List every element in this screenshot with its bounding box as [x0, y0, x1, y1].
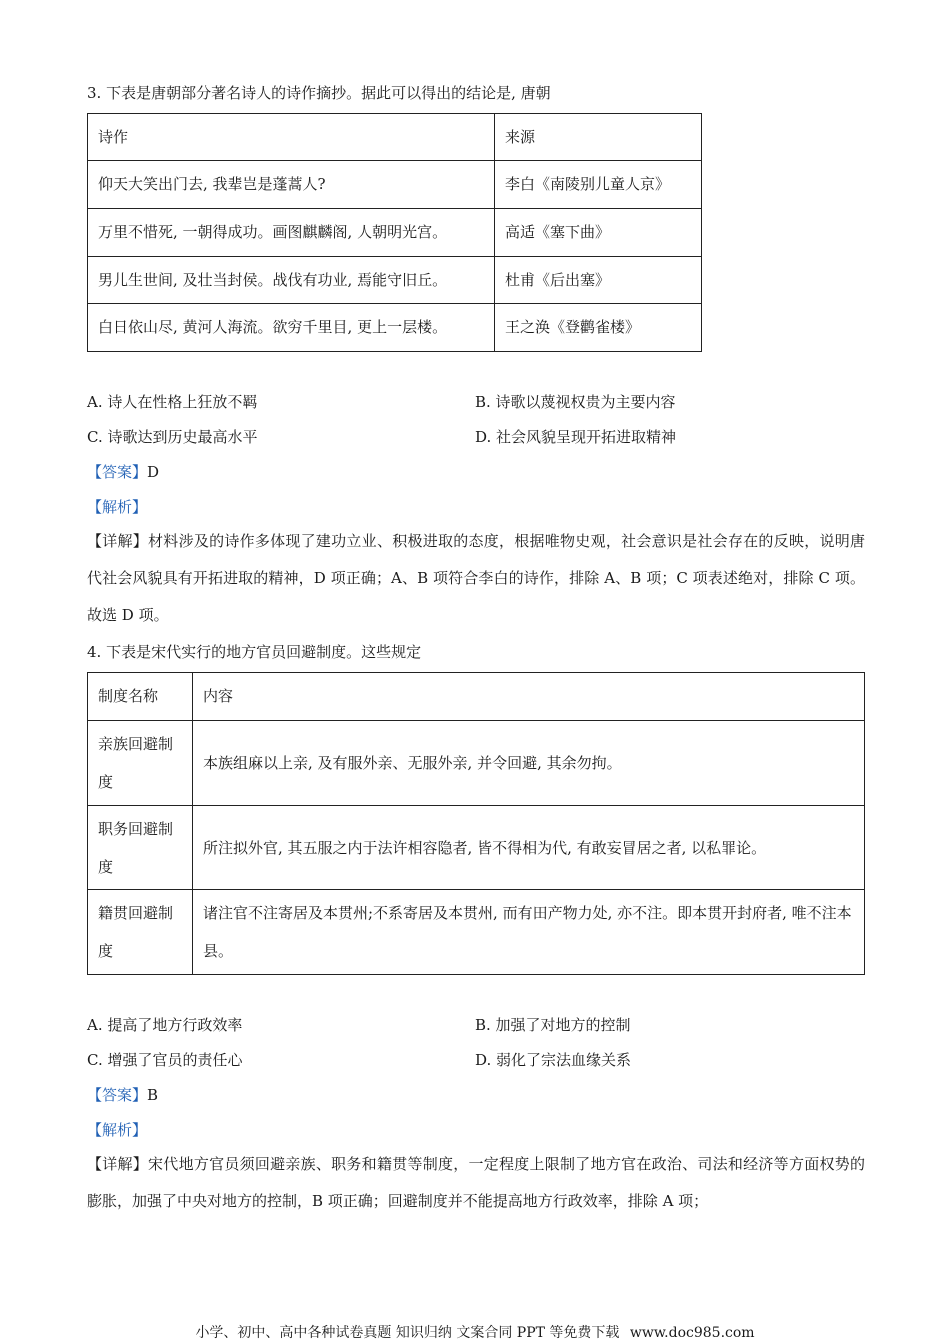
answer-tag: 【答案】: [87, 1086, 148, 1104]
table-header-cell: 内容: [193, 673, 865, 721]
question-3-table: [87, 113, 702, 352]
answer-line: [87, 461, 159, 482]
table-row: [88, 806, 865, 890]
table-header-row: [88, 114, 702, 161]
table-header-cell: 来源: [495, 114, 702, 161]
option-c: C. 增强了官员的责任心: [87, 1051, 243, 1069]
option-c: C. 诗歌达到历史最高水平: [87, 428, 258, 446]
page-footer: [0, 1322, 950, 1342]
table-header-cell: 制度名称: [88, 673, 193, 721]
system-content-cell: 本族组麻以上亲, 及有服外亲、无服外亲, 并令回避, 其余勿拘。: [193, 721, 865, 806]
poem-cell: 万里不惜死, 一朝得成功。画图麒麟阁, 人朝明光宫。: [88, 209, 495, 257]
detail-tag: 【详解】: [87, 532, 149, 550]
option-b: B. 加强了对地方的控制: [475, 1016, 631, 1034]
source-cell: 王之涣《登鹳雀楼》: [495, 304, 702, 352]
poem-cell: 仰天大笑出门去, 我辈岂是蓬蒿人?: [88, 161, 495, 209]
option-d: D. 社会风貌呈现开拓进取精神: [475, 428, 677, 446]
detail-paragraph: [87, 523, 865, 634]
question-4-table: [87, 672, 865, 975]
poem-cell: 白日依山尽, 黄河人海流。欲穷千里目, 更上一层楼。: [88, 304, 495, 352]
detail-tag: 【详解】: [87, 1155, 149, 1173]
system-name-cell: 籍贯回避制度: [88, 890, 193, 975]
system-name-cell: 职务回避制度: [88, 806, 193, 890]
source-cell: 李白《南陵别儿童人京》: [495, 161, 702, 209]
analysis-tag: 【解析】: [87, 498, 148, 516]
system-name-cell: 亲族回避制度: [88, 721, 193, 806]
system-content-cell: 诸注官不注寄居及本贯州;不系寄居及本贯州, 而有田产物力处, 亦不注。即本贯开封府者, 唯不注本县。: [193, 890, 865, 975]
table-row: [88, 890, 865, 975]
answer-tag: 【答案】: [87, 463, 148, 481]
system-content-cell: 所注拟外官, 其五服之内于法许相容隐者, 皆不得相为代, 有敢妄冒居之者, 以私罪论。: [193, 806, 865, 890]
detail-paragraph: [87, 1146, 865, 1220]
source-cell: 高适《塞下曲》: [495, 209, 702, 257]
option-d: D. 弱化了宗法血缘关系: [475, 1051, 632, 1069]
table-row: [88, 209, 702, 257]
table-header-cell: 诗作: [88, 114, 495, 161]
answer-value: B: [147, 1086, 159, 1104]
table-row: [88, 721, 865, 806]
detail-text: 宋代地方官员须回避亲族、职务和籍贯等制度，一定程度上限制了地方官在政治、司法和经济等方面权势的膨胀，加强了中央对地方的控制，B 项正确；回避制度并不能提高地方行政效率，排除 A 项；: [87, 1155, 865, 1210]
answer-value: D: [147, 463, 160, 481]
analysis-line: [87, 1119, 147, 1140]
table-header-row: [88, 673, 865, 721]
option-b: B. 诗歌以蔑视权贵为主要内容: [475, 393, 676, 411]
table-row: [88, 304, 702, 352]
analysis-line: [87, 496, 147, 517]
source-cell: 杜甫《后出塞》: [495, 257, 702, 304]
question-4-stem: 4. 下表是宋代实行的地方官员回避制度。这些规定: [87, 643, 422, 661]
analysis-tag: 【解析】: [87, 1121, 148, 1139]
footer-text: 小学、初中、高中各种试卷真题 知识归纳 文案合同 PPT 等免费下载: [195, 1325, 620, 1341]
option-a: A. 诗人在性格上狂放不羁: [87, 393, 258, 411]
table-row: [88, 257, 702, 304]
footer-link[interactable]: www.doc985.com: [629, 1325, 755, 1341]
option-a: A. 提高了地方行政效率: [87, 1016, 243, 1034]
question-3-stem: 3. 下表是唐朝部分著名诗人的诗作摘抄。据此可以得出的结论是, 唐朝: [87, 84, 551, 102]
answer-line: [87, 1084, 158, 1105]
table-row: [88, 161, 702, 209]
poem-cell: 男儿生世间, 及壮当封侯。战伐有功业, 焉能守旧丘。: [88, 257, 495, 304]
detail-text: 材料涉及的诗作多体现了建功立业、积极进取的态度，根据唯物史观，社会意识是社会存在的反映，说明唐代社会风貌具有开拓进取的精神，D 项正确；A、B 项符合李白的诗作，排除 A、B 项；C 项表述绝对，排除 C 项。故选 D 项。: [87, 532, 865, 624]
